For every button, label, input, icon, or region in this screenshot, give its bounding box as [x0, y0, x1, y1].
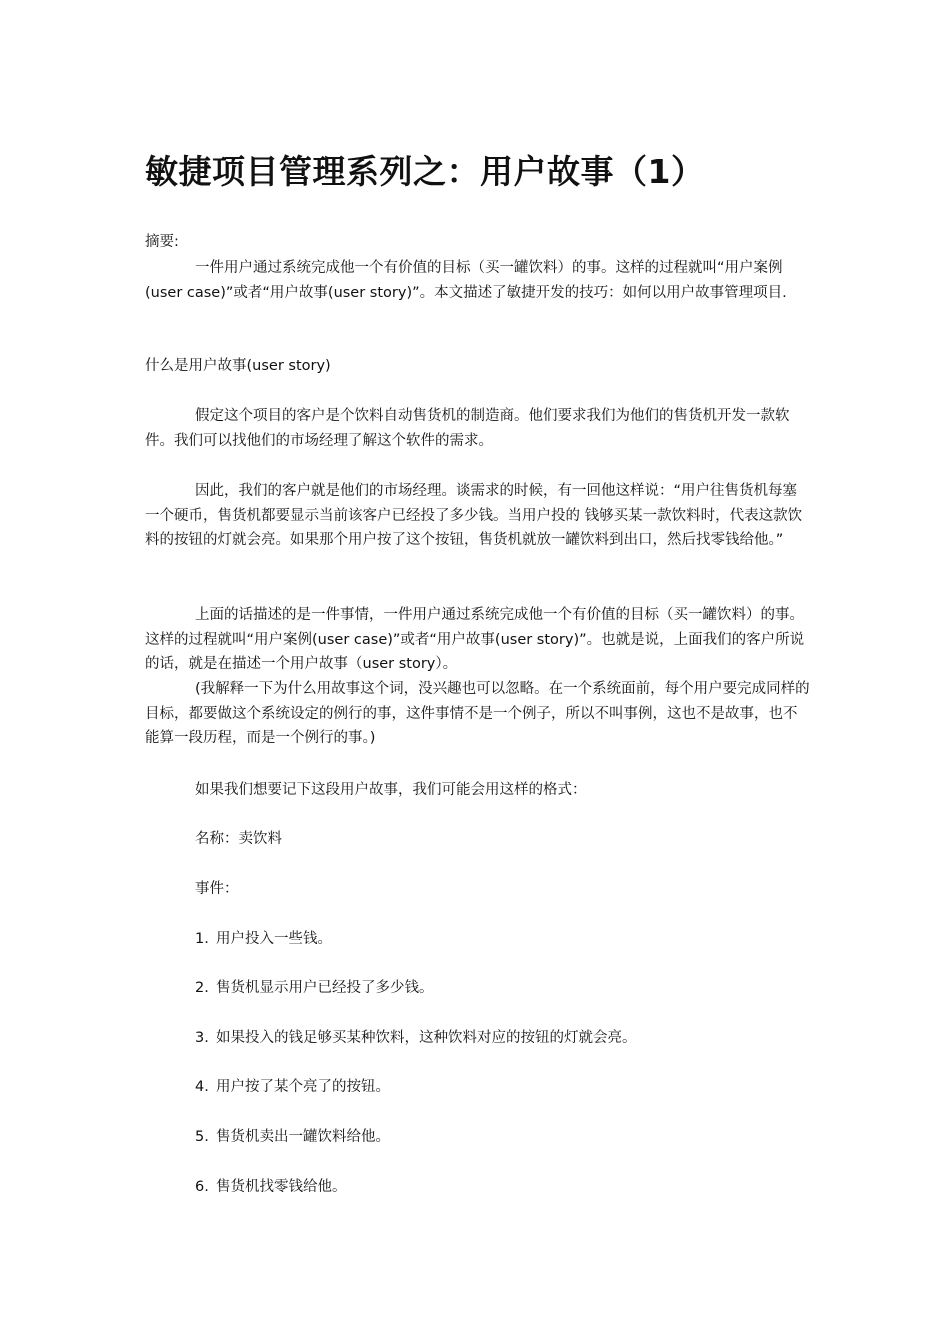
list-item-text: 用户投入一些钱。: [216, 931, 332, 947]
list-item-number: 3.: [195, 1030, 209, 1046]
list-item-text: 售货机卖出一罐饮料给他。: [216, 1129, 390, 1145]
list-item: [195, 1125, 390, 1149]
list-item-text: 售货机找零钱给他。: [216, 1179, 347, 1195]
body-paragraph: 上面的话描述的是一件事情，一件用户通过系统完成他一个有价值的目标（买一罐饮料）的事。这样的过程就叫“用户案例(user case)”或者“用户故事(user story)”。也就是说，上面我们的客户所说的话，就是在描述一个用户故事（user story）。: [145, 607, 805, 672]
list-item: [195, 1075, 390, 1099]
list-item: [195, 927, 332, 951]
story-name-line: 名称：卖饮料: [195, 831, 282, 847]
section-heading: 什么是用户故事(user story): [145, 358, 331, 374]
list-item: [195, 976, 434, 1000]
list-item-number: 4.: [195, 1079, 209, 1095]
events-label: 事件：: [195, 881, 239, 897]
body-paragraph: 如果我们想要记下这段用户故事，我们可能会用这样的格式：: [195, 782, 587, 798]
list-item-text: 售货机显示用户已经投了多少钱。: [216, 980, 434, 996]
list-item-number: 5.: [195, 1129, 209, 1145]
explanation-paragraph: (我解释一下为什么用故事这个词，没兴趣也可以忽略。在一个系统面前，每个用户要完成同样的目标，都要做这个系统设定的例行的事，这件事情不是一个例子，所以不叫事例，这也不是故事，也不能算一段历程，而是一个例行的事。): [145, 681, 810, 746]
list-item-number: 2.: [195, 980, 209, 996]
list-item: [195, 1175, 347, 1199]
abstract-body: 一件用户通过系统完成他一个有价值的目标（买一罐饮料）的事。这样的过程就叫“用户案例(user case)”或者“用户故事(user story)”。本文描述了敏捷开发的技巧：如何以用户故事管理项目.: [145, 260, 787, 301]
list-item-number: 1.: [195, 931, 209, 947]
body-paragraph: 因此，我们的客户就是他们的市场经理。谈需求的时候，有一回他这样说：“用户往售货机每塞一个硬币，售货机都要显示当前该客户已经投了多少钱。当用户投的 钱够买某一款饮料时，代表这款饮料的按钮的灯就会亮。如果那个用户按了这个按钮，售货机就放一罐饮料到出口，然后找零钱给他。”: [145, 483, 803, 548]
list-item: [195, 1026, 637, 1050]
list-item-number: 6.: [195, 1179, 209, 1195]
abstract-label: 摘要:: [145, 234, 179, 250]
document-title: 敏捷项目管理系列之：用户故事（1）: [145, 152, 705, 191]
list-item-text: 如果投入的钱足够买某种饮料，这种饮料对应的按钮的灯就会亮。: [216, 1030, 637, 1046]
body-paragraph: 假定这个项目的客户是个饮料自动售货机的制造商。他们要求我们为他们的售货机开发一款软件。我们可以找他们的市场经理了解这个软件的需求。: [145, 408, 790, 449]
list-item-text: 用户按了某个亮了的按钮。: [216, 1079, 390, 1095]
